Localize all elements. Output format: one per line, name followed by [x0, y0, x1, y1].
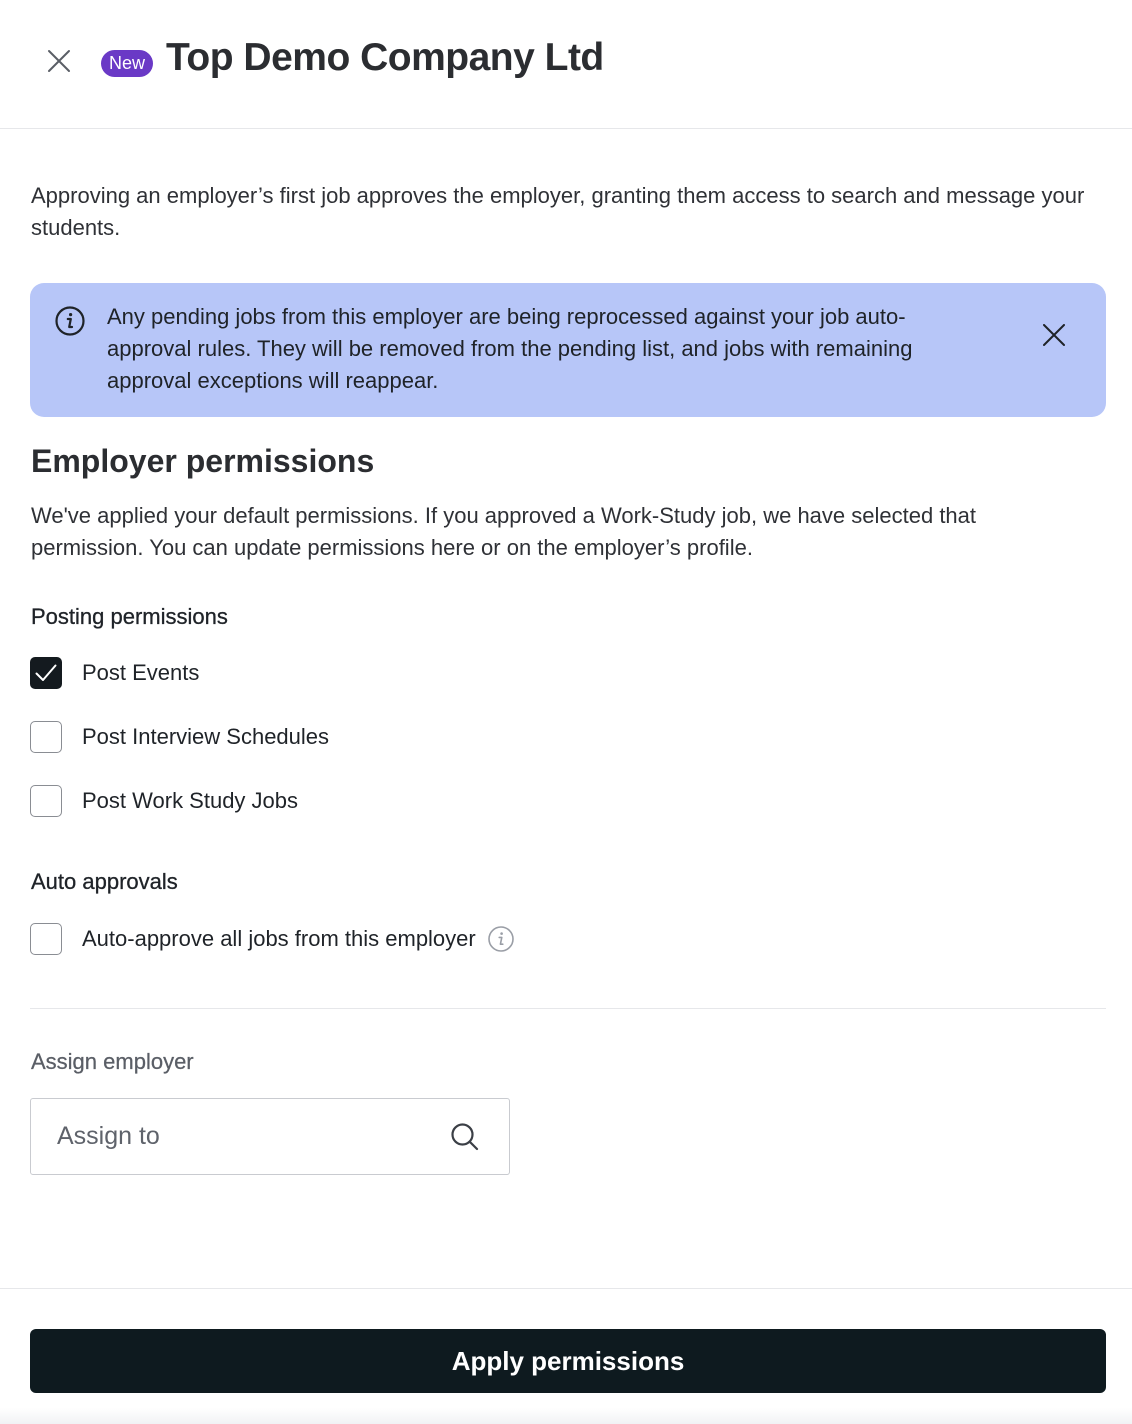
posting-permissions-label: Posting permissions [31, 604, 228, 629]
post-work-study-jobs-checkbox[interactable] [30, 785, 62, 817]
auto-approve-label: Auto-approve all jobs from this employer [82, 926, 476, 951]
auto-approve-option[interactable] [30, 923, 515, 955]
post-events-option[interactable] [30, 657, 199, 689]
post-interview-schedules-option[interactable] [30, 721, 329, 753]
panel-footer [0, 1288, 1132, 1424]
info-icon [487, 925, 515, 953]
post-events-checkbox[interactable] [30, 657, 62, 689]
intro-text: Approving an employer’s first job approves the employer, granting them access to search and message your students. [31, 183, 1085, 240]
post-interview-schedules-checkbox[interactable] [30, 721, 62, 753]
assign-field[interactable] [30, 1098, 510, 1175]
banner-close-button[interactable] [1036, 317, 1072, 353]
apply-permissions-button[interactable]: Apply permissions [30, 1329, 1106, 1393]
auto-approve-help-button[interactable] [487, 925, 515, 953]
page-title: Top Demo Company Ltd [166, 36, 604, 79]
close-icon [47, 49, 71, 73]
info-banner [30, 283, 1106, 417]
panel-header [0, 0, 1132, 129]
section-divider [30, 1008, 1106, 1009]
permissions-description: We've applied your default permissions. If you approved a Work-Study job, we have selected that permission. You can update permissions here or on the employer’s profile. [31, 503, 977, 560]
post-events-label: Post Events [82, 660, 200, 685]
auto-approvals-label: Auto approvals [31, 869, 178, 894]
new-badge: New [101, 50, 153, 77]
checkmark-icon [35, 664, 57, 682]
close-button[interactable] [40, 42, 78, 80]
post-interview-schedules-label: Post Interview Schedules [82, 724, 330, 749]
auto-approve-checkbox[interactable] [30, 923, 62, 955]
banner-message: Any pending jobs from this employer are being reprocessed against your job auto-approval rules. They will be removed from the pending list, and jobs with remaining approval exceptions will reappear. [107, 304, 913, 393]
info-icon [54, 305, 86, 337]
permissions-title: Employer permissions [31, 443, 375, 479]
assign-input[interactable] [31, 1099, 441, 1173]
assign-employer-label: Assign employer [31, 1049, 194, 1074]
search-icon[interactable] [449, 1121, 481, 1153]
post-work-study-jobs-label: Post Work Study Jobs [82, 788, 299, 813]
close-icon [1043, 324, 1065, 346]
post-work-study-jobs-option[interactable] [30, 785, 298, 817]
